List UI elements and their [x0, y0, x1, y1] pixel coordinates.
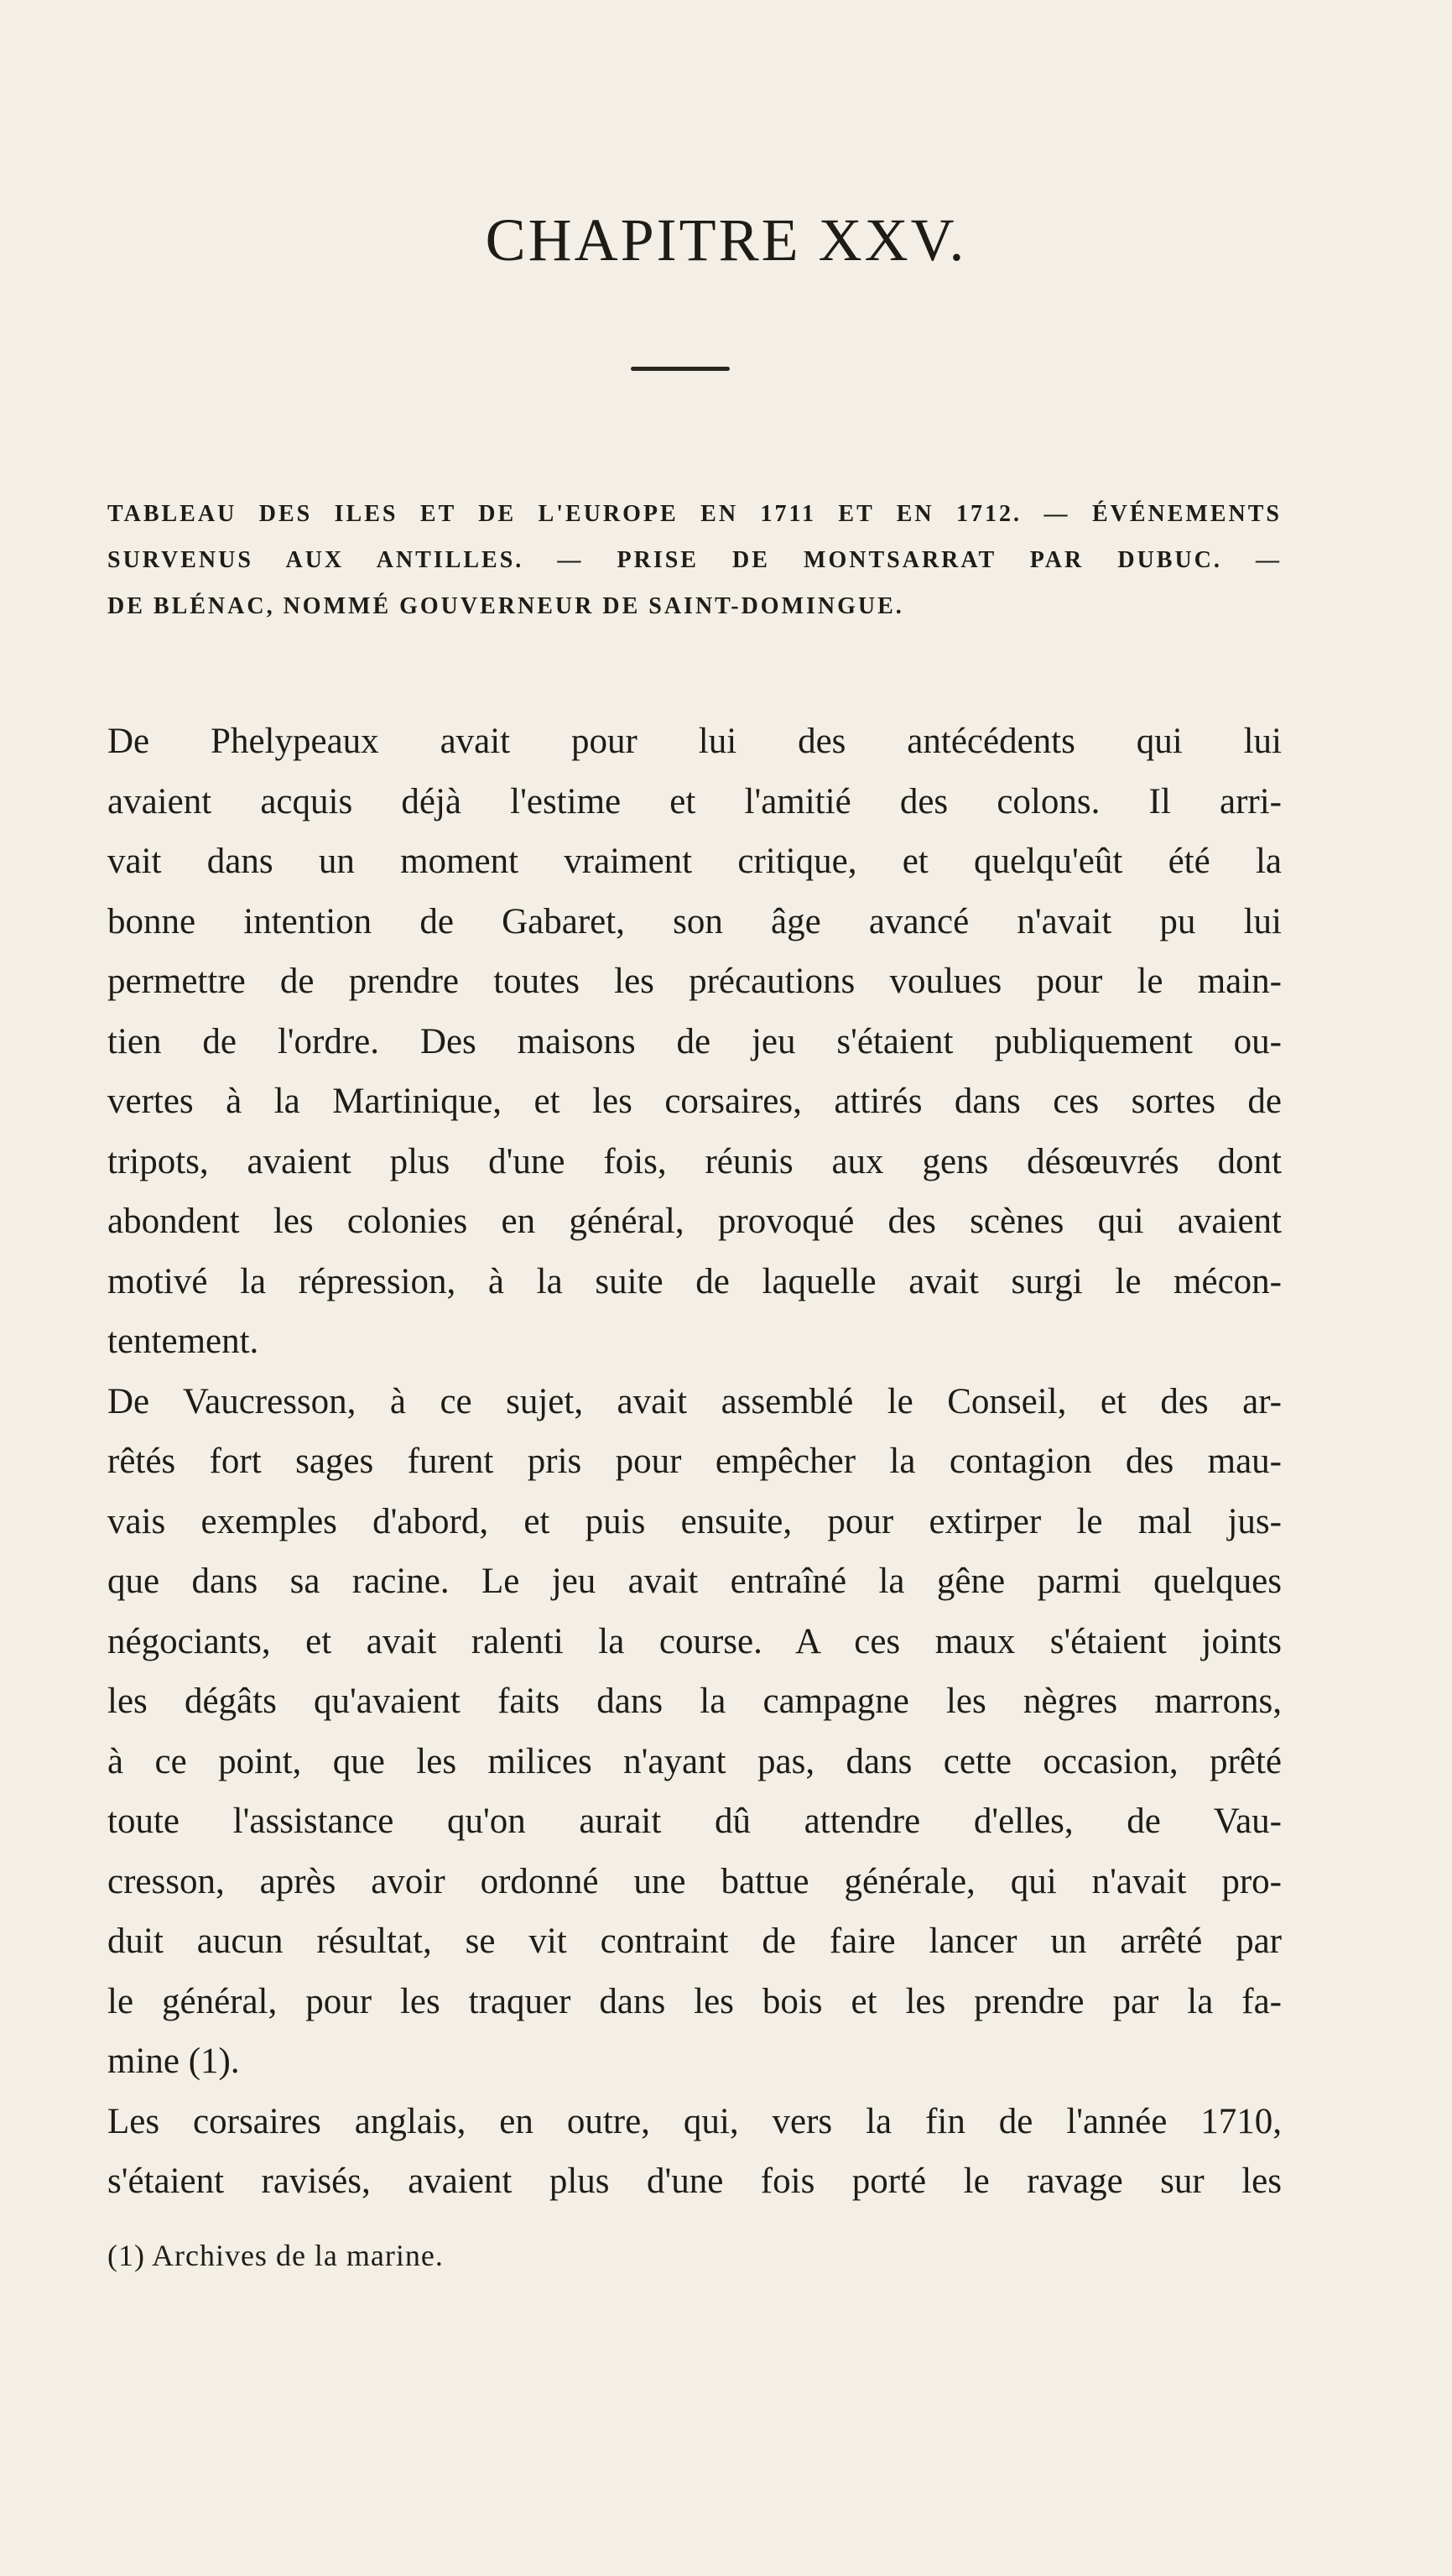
- paragraph-3: [107, 2092, 1282, 2212]
- text-line: Les corsaires anglais, en outre, qui, vers la fin de l'année 1710,: [107, 2101, 1282, 2141]
- text-line: De Vaucresson, à ce sujet, avait assemblé le Conseil, et des ar-: [107, 1381, 1282, 1421]
- text-line: à ce point, que les milices n'ayant pas, dans cette occasion, prêté: [107, 1741, 1282, 1781]
- text-line: négociants, et avait ralenti la course. A ces maux s'étaient joints: [107, 1621, 1282, 1661]
- text-line: vertes à la Martinique, et les corsaires, attirés dans ces sortes de: [107, 1082, 1282, 1121]
- text-line: duit aucun résultat, se vit contraint de faire lancer un arrêté par: [107, 1922, 1282, 1961]
- text-line: avaient acquis déjà l'estime et l'amitié des colons. Il arri-: [107, 781, 1282, 821]
- summary-line: SURVENUS AUX ANTILLES. — PRISE DE MONTSARRAT PAR DUBUC. —: [107, 547, 1282, 573]
- summary-line: DE BLÉNAC, NOMMÉ GOUVERNEUR DE SAINT-DOMINGUE.: [107, 593, 904, 619]
- text-line: vais exemples d'abord, et puis ensuite, pour extirper le mal jus-: [107, 1501, 1282, 1541]
- text-line: le général, pour les traquer dans les bois et les prendre par la fa-: [107, 1981, 1282, 2021]
- text-line: motivé la répression, à la suite de laquelle avait surgi le mécon-: [107, 1261, 1282, 1301]
- chapter-title: CHAPITRE XXV.: [485, 206, 967, 274]
- title-rule: [631, 367, 730, 371]
- paragraph-1: [107, 712, 1282, 1372]
- text-line: De Phelypeaux avait pour lui des antécédents qui lui: [107, 722, 1282, 761]
- footnote: (1) Archives de la marine.: [107, 2239, 444, 2272]
- text-line: permettre de prendre toutes les précautions voulues pour le main-: [107, 962, 1282, 1001]
- paragraph-2: [107, 1372, 1282, 2092]
- text-line: rêtés fort sages furent pris pour empêcher la contagion des mau-: [107, 1442, 1282, 1481]
- text-line: les dégâts qu'avaient faits dans la campagne les nègres marrons,: [107, 1682, 1282, 1721]
- text-line: tien de l'ordre. Des maisons de jeu s'étaient publiquement ou-: [107, 1021, 1282, 1061]
- chapter-summary: [107, 491, 1282, 629]
- text-line: toute l'assistance qu'on aurait dû attendre d'elles, de Vau-: [107, 1802, 1282, 1841]
- text-line: abondent les colonies en général, provoqué des scènes qui avaient: [107, 1202, 1282, 1241]
- text-line: s'étaient ravisés, avaient plus d'une fois porté le ravage sur les: [107, 2161, 1282, 2201]
- text-line: tentement.: [107, 1322, 259, 1361]
- text-line: tripots, avaient plus d'une fois, réunis aux gens désœuvrés dont: [107, 1141, 1282, 1181]
- text-line: cresson, après avoir ordonné une battue générale, qui n'avait pro-: [107, 1861, 1282, 1901]
- text-line: vait dans un moment vraiment critique, et quelqu'eût été la: [107, 842, 1282, 881]
- text-line: bonne intention de Gabaret, son âge avancé n'avait pu lui: [107, 901, 1282, 941]
- text-line: mine (1).: [107, 2042, 240, 2081]
- text-line: que dans sa racine. Le jeu avait entraîné la gêne parmi quelques: [107, 1562, 1282, 1601]
- summary-line: TABLEAU DES ILES ET DE L'EUROPE EN 1711 ET EN 1712. — ÉVÉNEMENTS: [107, 501, 1282, 527]
- body-text: [107, 712, 1282, 2212]
